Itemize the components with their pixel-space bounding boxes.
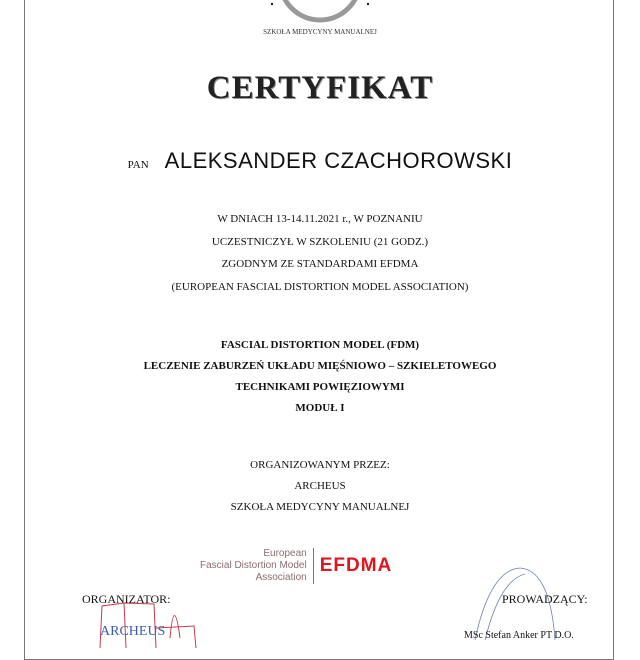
detail-line: W DNIACH 13-14.11.2021 r., W POZNANIU <box>217 213 423 225</box>
detail-line: UCZESTNICZYŁ W SZKOLENIU (21 GODZ.) <box>211 235 429 248</box>
organizer-school: SZKOŁA MEDYCYNY MANUALNEJ <box>230 501 410 513</box>
organized-label: ORGANIZOWANYM PRZEZ: <box>250 459 390 471</box>
efdma-logo <box>200 548 392 584</box>
course-line: LECZENIE ZABURZEŃ UKŁADU MIĘŚNIOWO – SZKIELETOWEGO <box>143 360 497 372</box>
recipient-name: ALEKSANDER CZACHOROWSKI <box>164 148 513 173</box>
organizer-label: ORGANIZATOR: <box>82 592 171 606</box>
instructor-name: MSc Stefan Anker PT D.O. <box>464 630 574 641</box>
efdma-line: Fascial Distortion Model <box>200 560 307 571</box>
recipient-prefix: PAN <box>127 159 149 171</box>
efdma-line: Association <box>255 572 307 583</box>
school-logo <box>250 0 390 40</box>
participation-details <box>0 208 640 298</box>
certificate-title: CERTYFIKAT <box>206 70 434 106</box>
detail-line: (EUROPEAN FASCIAL DISTORTION MODEL ASSOCIATION) <box>171 280 469 293</box>
course-line: FASCIAL DISTORTION MODEL (FDM) <box>220 339 420 351</box>
stamp-text: ARCHEUS <box>100 624 166 639</box>
course-title <box>0 335 640 419</box>
instructor-label: PROWADZĄCY: <box>502 592 588 606</box>
recipient <box>0 148 640 174</box>
efdma-line: European <box>263 548 307 559</box>
organizer-name: ARCHEUS <box>294 480 346 492</box>
svg-text:SZKOŁA MEDYCYNY MANUALNEJ: SZKOŁA MEDYCYNY MANUALNEJ <box>263 28 377 36</box>
course-line: TECHNIKAMI POWIĘZIOWYMI <box>235 381 405 393</box>
efdma-wordmark: EFDMA <box>319 555 393 576</box>
detail-line: ZGODNYM ZE STANDARDAMI EFDMA <box>221 258 419 270</box>
organizers <box>0 455 640 518</box>
course-line: MODUŁ I <box>295 402 345 414</box>
